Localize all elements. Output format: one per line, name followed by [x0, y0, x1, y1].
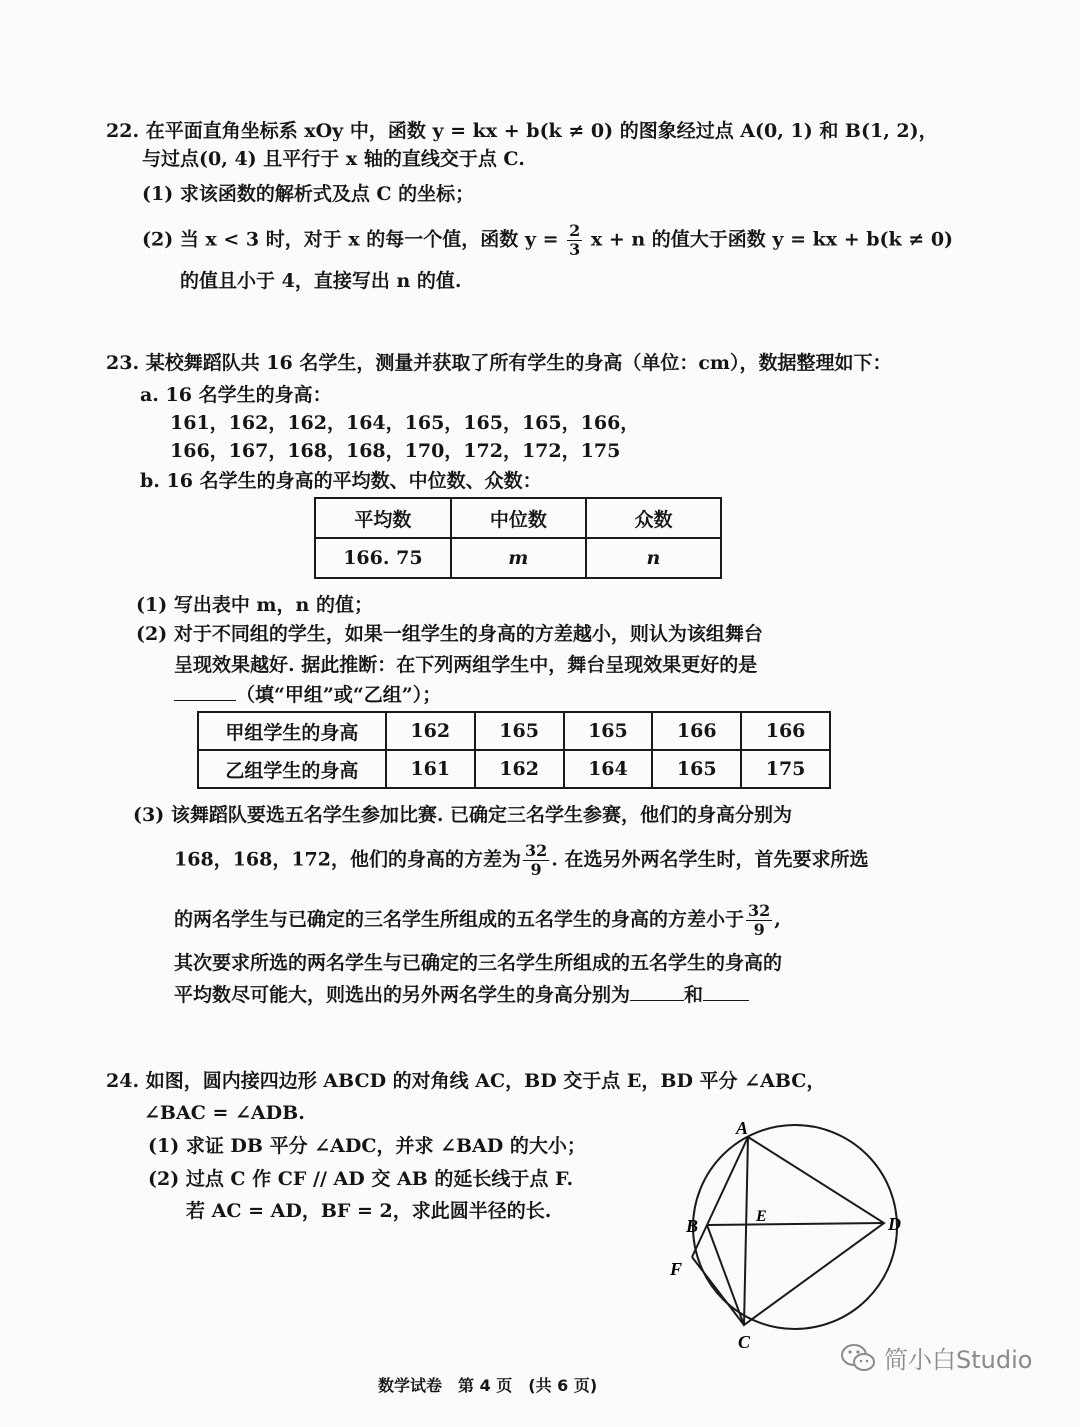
circle-figure: [660, 1120, 910, 1360]
q23-b-label: b. 16 名学生的身高的平均数、中位数、众数：: [140, 470, 542, 492]
group-a-cell: 165: [564, 712, 653, 750]
group-a-cell: 165: [475, 712, 564, 750]
label-b: B: [686, 1216, 699, 1236]
page-footer: 数学试卷 第 4 页 (共 6 页): [378, 1376, 598, 1395]
q23-heights-row1: 161，162，162，164，165，165，165，166，: [170, 412, 640, 434]
group-a-cell: 162: [386, 712, 475, 750]
q22-part1: (1) 求该函数的解析式及点 C 的坐标；: [142, 183, 475, 205]
label-f: F: [670, 1259, 683, 1279]
group-a-label: 甲组学生的身高: [198, 712, 386, 750]
diagonal-ac: [744, 1137, 748, 1325]
label-d: D: [888, 1214, 901, 1234]
q23-part2-line1: (2) 对于不同组的学生，如果一组学生的身高的方差越小，则认为该组舞台: [136, 623, 763, 645]
group-a-cell: 166: [741, 712, 830, 750]
q23-part2-line3: （填“甲组”或“乙组”）；: [174, 682, 441, 708]
q24-stem-line2: ∠BAC = ∠ADB.: [144, 1102, 305, 1124]
quadrilateral-abcd: [707, 1137, 884, 1325]
q23-part3-line2: 168，168，172，他们的身高的方差为 $\frac{32}{9}$ . 在选另外两名学生时，首先要求所选: [174, 841, 869, 879]
variance-fraction: $\frac{32}{9}$: [748, 901, 771, 939]
wechat-icon: [840, 1343, 876, 1373]
answer-blank-height1: [630, 1000, 684, 1001]
segment-cf: [692, 1257, 744, 1325]
group-b-label: 乙组学生的身高: [198, 750, 386, 788]
diagonal-bd: [707, 1223, 884, 1225]
q23-heights-row2: 166，167，168，168，170，172，172，175: [170, 440, 621, 462]
q23-part3-line4: 其次要求所选的两名学生与已确定的三名学生所组成的五名学生的身高的: [174, 952, 783, 974]
q22-part2: (2) 当 x < 3 时，对于 x 的每一个值，函数 y = $\frac{2}{3}$ x + n 的值大于函数 y = kx + b(k ≠ 0): [142, 221, 954, 259]
label-c: C: [738, 1332, 751, 1352]
answer-blank-group: [174, 700, 236, 701]
header-median: 中位数: [451, 498, 586, 538]
q24-part2-cont: 若 AC = AD，BF = 2，求此圆半径的长.: [186, 1200, 552, 1222]
variance-fraction: $\frac{32}{9}$: [524, 841, 548, 879]
watermark-text: 简小白Studio: [884, 1346, 1033, 1374]
group-b-cell: 161: [386, 750, 475, 788]
q22-stem-line1: 22. 在平面直角坐标系 xOy 中，函数 y = kx + b(k ≠ 0) 的图象经过点 A(0, 1) 和 B(1, 2)，: [106, 120, 938, 142]
q23-stem: 23. 某校舞蹈队共 16 名学生，测量并获取了所有学生的身高（单位：cm），数据整理如下：: [106, 352, 892, 374]
q23-part1: (1) 写出表中 m，n 的值；: [136, 594, 373, 616]
q22-fraction: $\frac{2}{3}$: [569, 221, 581, 259]
q24-stem-line1: 24. 如图，圆内接四边形 ABCD 的对角线 AC，BD 交于点 E，BD 平分 ∠ABC，: [106, 1070, 826, 1092]
watermark: [840, 1340, 1032, 1375]
q23-part3-line5: 平均数尽可能大，则选出的另外两名学生的身高分别为 和: [174, 982, 749, 1008]
q23-part3-line3: 的两名学生与已确定的三名学生所组成的五名学生的身高的方差小于 $\frac{32}{9}$ ,: [174, 901, 781, 939]
q23-part3-line1: (3) 该舞蹈队要选五名学生参加比赛. 已确定三名学生参赛，他们的身高分别为: [133, 804, 793, 826]
value-mean: 166. 75: [315, 538, 451, 578]
q24-part2: (2) 过点 C 作 CF // AD 交 AB 的延长线于点 F.: [148, 1168, 574, 1190]
q22-stem-line2: 与过点(0, 4) 且平行于 x 轴的直线交于点 C.: [142, 148, 525, 170]
group-b-cell: 162: [475, 750, 564, 788]
group-heights-table: [197, 711, 831, 789]
label-a: A: [736, 1120, 749, 1138]
group-b-cell: 165: [652, 750, 741, 788]
group-a-cell: 166: [652, 712, 741, 750]
value-median: m: [451, 538, 586, 578]
q22-part2-cont: 的值且小于 4，直接写出 n 的值.: [180, 270, 462, 292]
q23-part2-line2: 呈现效果越好. 据此推断：在下列两组学生中，舞台呈现效果更好的是: [174, 654, 758, 676]
label-e: E: [756, 1208, 767, 1225]
group-b-cell: 175: [741, 750, 830, 788]
stats-table: [314, 497, 722, 579]
answer-blank-height2: [703, 1000, 749, 1001]
q24-part1: (1) 求证 DB 平分 ∠ADC，并求 ∠BAD 的大小；: [148, 1135, 586, 1157]
value-mode: n: [586, 538, 721, 578]
header-mean: 平均数: [315, 498, 451, 538]
q23-a-label: a. 16 名学生的身高：: [140, 384, 332, 406]
group-b-cell: 164: [564, 750, 653, 788]
header-mode: 众数: [586, 498, 721, 538]
